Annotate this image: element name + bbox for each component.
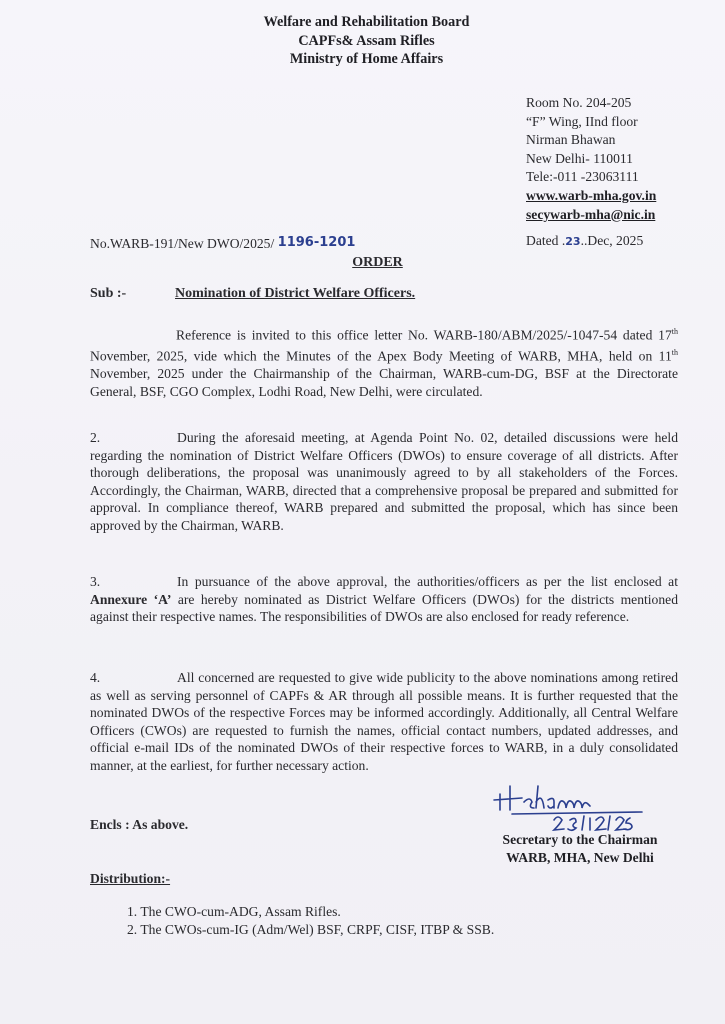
handwritten-dispatch-number: 1196-1201 xyxy=(277,235,356,250)
reference-number xyxy=(90,235,355,252)
letterhead-board-name: Welfare and Rehabilitation Board xyxy=(263,14,470,30)
address-building: Nirman Bhawan xyxy=(526,132,616,148)
distribution-item: 2. The CWOs-cum-IG (Adm/Wel) BSF, CRPF, CISF, ITBP & SSB. xyxy=(127,921,495,937)
address-room: Room No. 204-205 xyxy=(526,95,632,110)
date-suffix: ..Dec, 2025 xyxy=(580,233,644,248)
date-line xyxy=(526,233,643,249)
letterhead-ministry: Ministry of Home Affairs xyxy=(289,51,444,67)
distribution-item: 1. The CWO-cum-ADG, Assam Rifles. xyxy=(127,904,341,919)
reference-number-text: No.WARB-191/New DWO/2025/ xyxy=(90,236,275,251)
enclosures-line: Encls : As above. xyxy=(90,817,189,832)
address-city: New Delhi- 110011 xyxy=(526,150,633,166)
handwritten-date-day: 23 xyxy=(565,235,581,248)
subject-line xyxy=(90,286,415,302)
paragraph-2: 2. During the aforesaid meeting, at Agenda Point No. 02, detailed discussions were held regarding the nomination of District Welfare Officers (DWOs) to ensure coverage of all districts. After thorough deliberations, the proposal was unanimously agreed to by all stakeholders of the Forces. Accordingly, the Chairman, WARB, directed that a comprehensive proposal be prepared and submitted for approval. In compliance thereof, WARB prepared and submitted the proposal, which has since been approved by the Chairman, WARB. xyxy=(90,430,678,533)
letterhead xyxy=(0,13,725,69)
paragraph-number: 2. xyxy=(90,430,101,445)
signatory-designation: Secretary to the Chairman xyxy=(502,832,658,847)
paragraph-number: 3. xyxy=(90,574,101,589)
annexure-reference: Annexure ‘A’ xyxy=(90,591,172,607)
letterhead-forces: CAPFs& Assam Rifles xyxy=(298,32,435,49)
paragraph-3: 3. In pursuance of the above approval, the authorities/officers as per the list enclosed at Annexure ‘A’ are hereby nominated as District Welfare Officers (DWOs) for the districts mentioned against their respective names. The responsibilities of DWOs are also enclosed for ready reference. xyxy=(90,574,678,625)
order-title: ORDER xyxy=(352,255,403,270)
address-wing: “F” Wing, IInd floor xyxy=(526,113,638,129)
website-link[interactable]: www.warb-mha.gov.in xyxy=(526,187,657,203)
distribution-list xyxy=(127,903,494,938)
paragraph-number: 4. xyxy=(90,670,101,685)
paragraph-1: Reference is invited to this office letter No. WARB-180/ABM/2025/-1047-54 dated 17th November, 2025, vide which the Minutes of the Apex Body Meeting of WARB, MHA, held on 11th November, 2025 under the Chairmanship of the Chairman, WARB-cum-DG, BSF at the Directorate General, BSF, CGO Complex, Lodhi Road, New Delhi, were circulated. xyxy=(90,327,678,399)
distribution-heading: Distribution:- xyxy=(90,871,171,886)
subject-label: Sub :- xyxy=(90,286,127,301)
date-prefix: Dated . xyxy=(526,233,566,248)
address-phone: Tele:-011 -23063111 xyxy=(526,169,639,185)
signatory-block xyxy=(480,831,680,867)
signatory-office: WARB, MHA, New Delhi xyxy=(506,850,654,865)
handwritten-signature xyxy=(492,780,672,832)
office-address xyxy=(526,94,656,224)
paragraph-4: 4. All concerned are requested to give wide publicity to the above nominations among retired as well as serving personnel of CAPFs & AR through all possible means. It is further requested that the nominated DWOs of the respective Forces may be informed accordingly. Additionally, all Central Welfare Officers (CWOs) are requested to furnish the names, official contact numbers, updated addresses, and official e-mail IDs of the nominated DWOs of their respective forces to WARB, in a duly consolidated manner, at the earliest, for further necessary action. xyxy=(90,670,678,773)
signature-icon xyxy=(492,780,672,832)
subject-text: Nomination of District Welfare Officers. xyxy=(175,286,416,301)
email-link[interactable]: secywarb-mha@nic.in xyxy=(526,206,656,222)
